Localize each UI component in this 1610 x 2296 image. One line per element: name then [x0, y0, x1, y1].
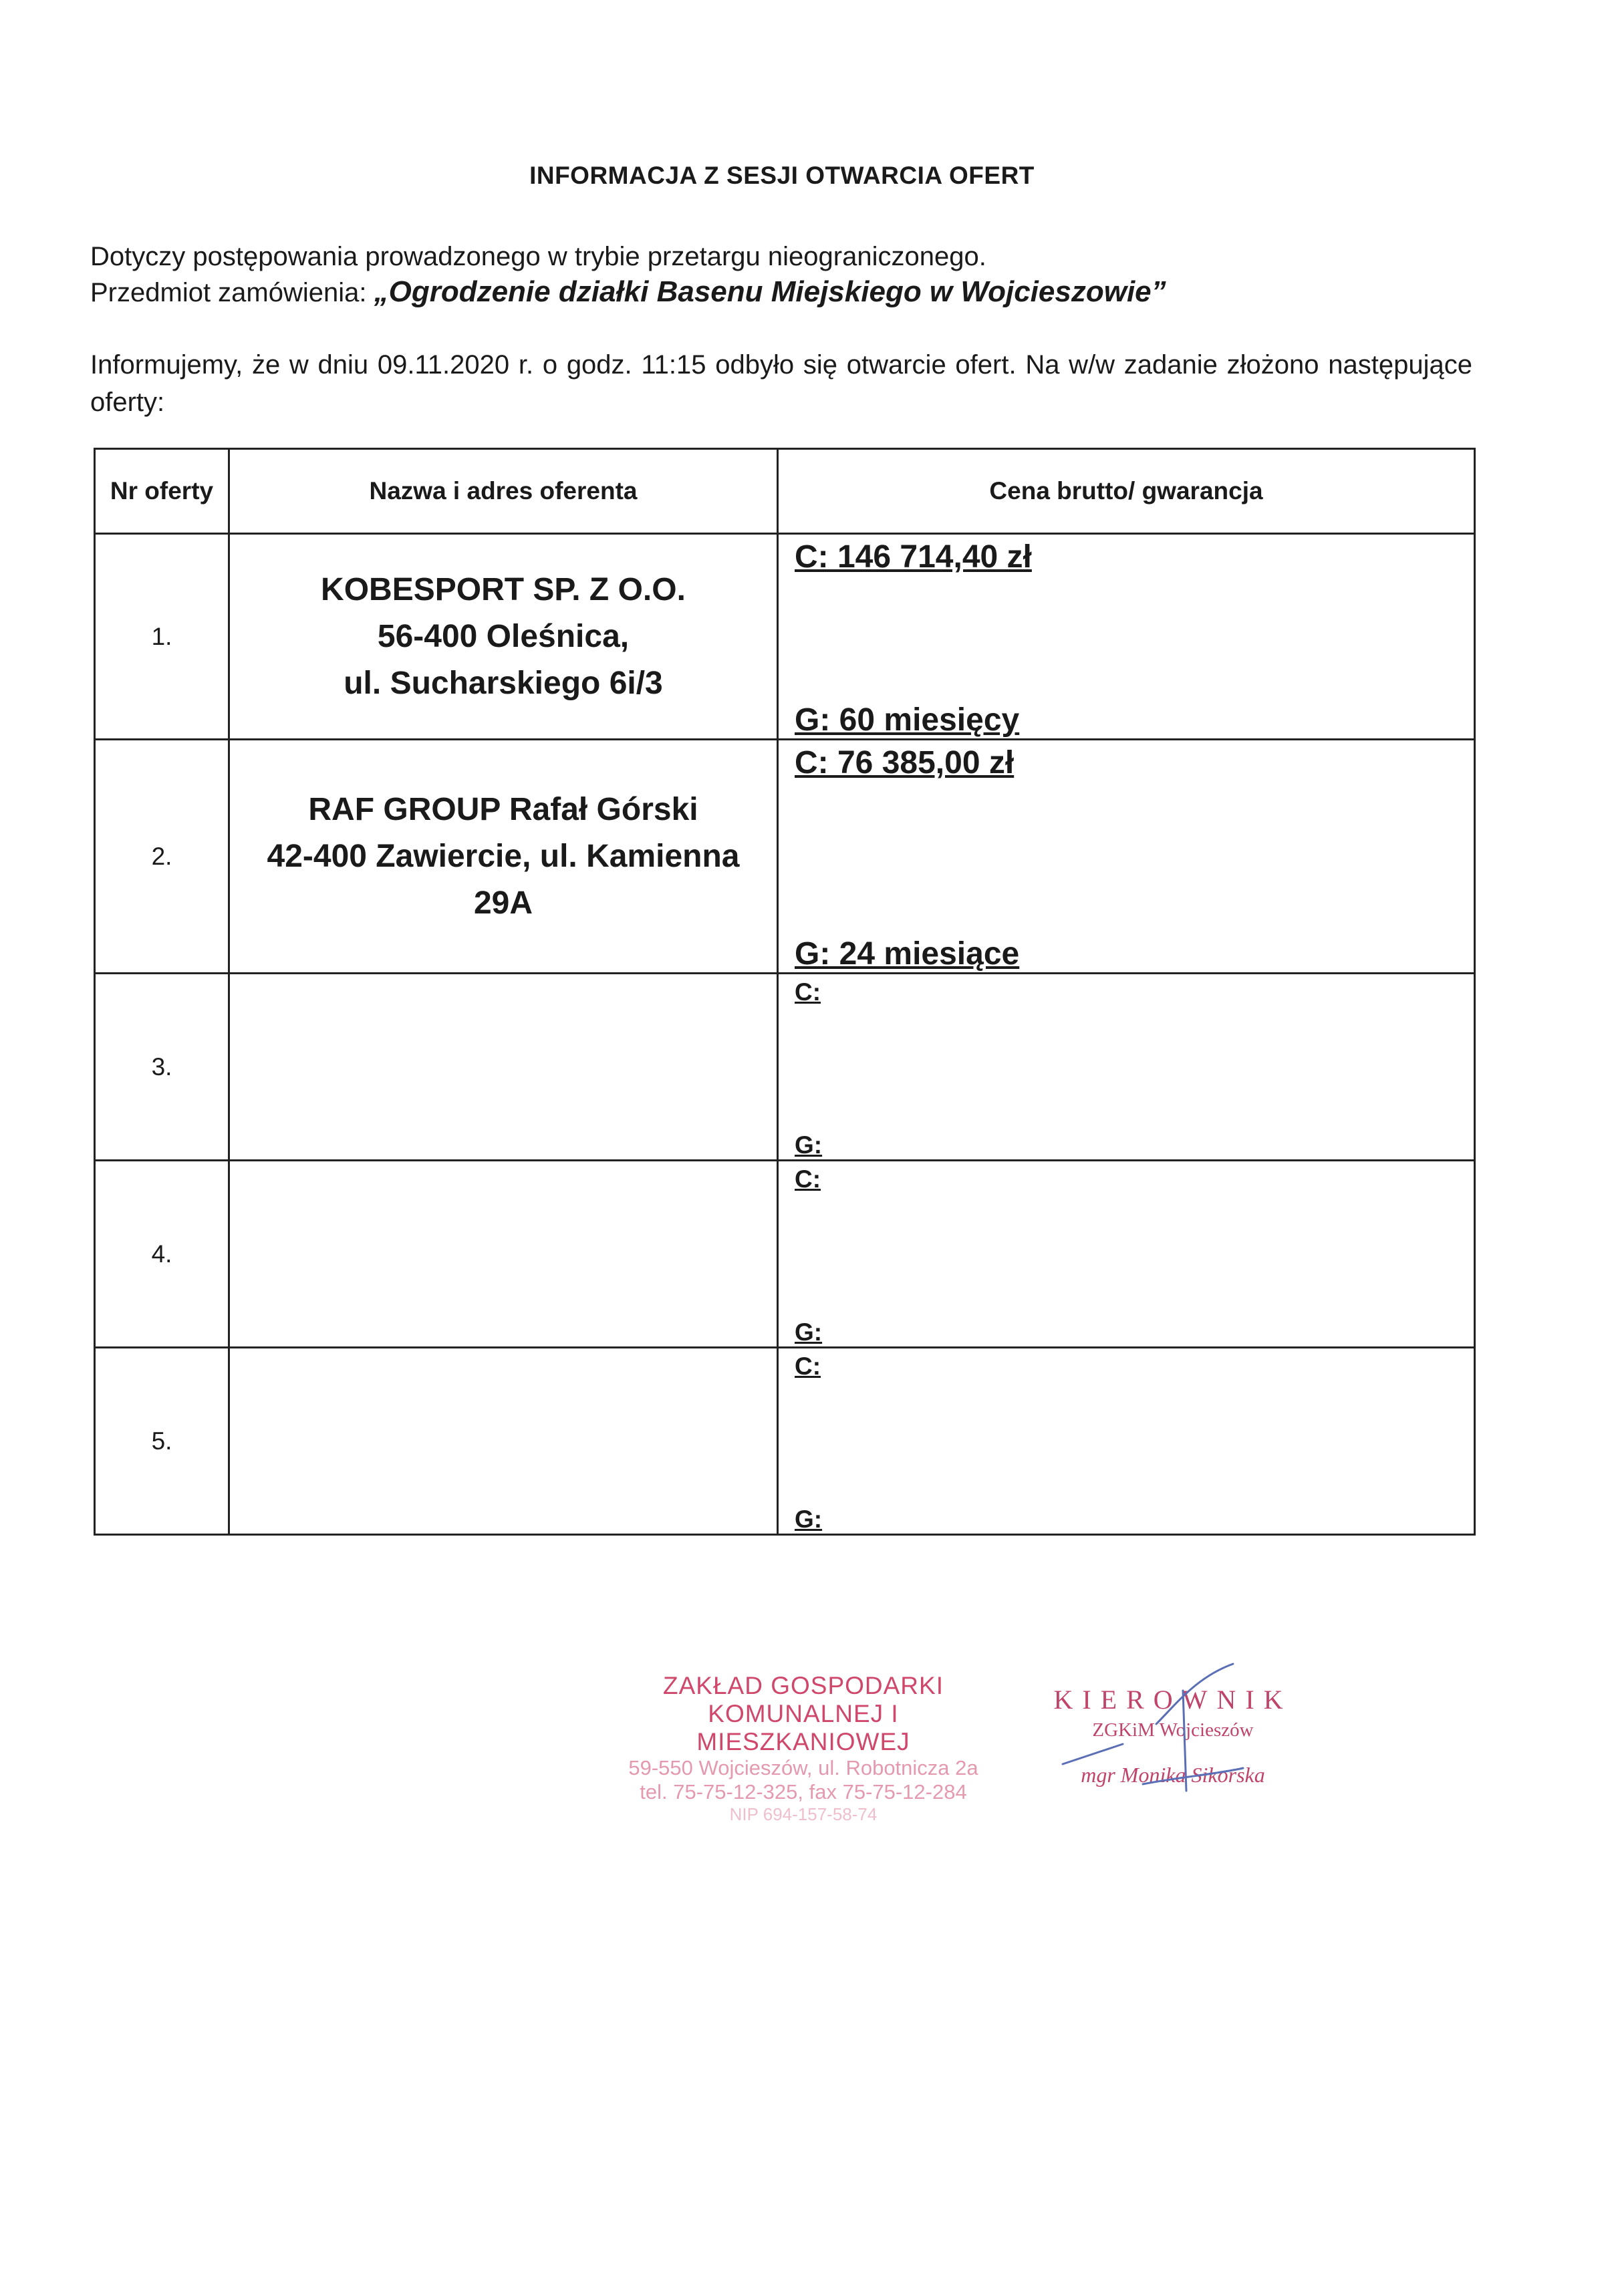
offerer-line: 29A [473, 885, 533, 921]
guarantee-value: G: 60 miesięcy [795, 702, 1020, 738]
offerer-cell [229, 1161, 778, 1348]
offerer-line: 42-400 Zawiercie, ul. Kamienna [267, 838, 740, 874]
price-cell [778, 534, 1475, 740]
row-nr: 2. [95, 740, 229, 974]
table-row [95, 740, 1475, 974]
table-header-row [95, 449, 1475, 534]
price-value: C: [795, 1165, 821, 1193]
row-nr: 4. [95, 1161, 229, 1348]
offerer-line: RAF GROUP Rafał Górski [308, 791, 698, 827]
document-title: INFORMACJA Z SESJI OTWARCIA OFERT [529, 162, 1035, 189]
guarantee-value: G: [795, 1131, 823, 1159]
guarantee-value: G: [795, 1505, 823, 1533]
procedure-line: Dotyczy postępowania prowadzonego w trybie przetargu nieograniczonego. [90, 242, 986, 271]
info-paragraph: Informujemy, że w dniu 09.11.2020 r. o godz. 11:15 odbyło się otwarcie ofert. Na w/w zadanie złożono następujące oferty: [90, 350, 1472, 417]
header-name: Nazwa i adres oferenta [229, 449, 778, 534]
price-value: C: [795, 1352, 821, 1380]
offers-table [94, 448, 1476, 1536]
row-nr: 1. [95, 534, 229, 740]
offerer-line: KOBESPORT SP. Z O.O. [321, 571, 686, 607]
offerer-cell [229, 1348, 778, 1535]
table-row [95, 1161, 1475, 1348]
stamp-line: KOMUNALNEJ I MIESZKANIOWEJ [696, 1700, 910, 1755]
offerer-cell [229, 534, 778, 740]
price-cell [778, 740, 1475, 974]
stamp-line: NIP 694-157-58-74 [729, 1804, 878, 1824]
table-row [95, 534, 1475, 740]
subject-prefix: Przedmiot zamówienia: [90, 278, 374, 307]
subject-line [90, 275, 1166, 309]
table-row [95, 974, 1475, 1161]
handwritten-signature [1043, 1651, 1323, 1798]
price-value: C: [795, 978, 821, 1006]
table-row [95, 1348, 1475, 1535]
row-nr: 5. [95, 1348, 229, 1535]
manager-title: KIEROWNIK [1053, 1685, 1293, 1715]
offerer-cell [229, 740, 778, 974]
manager-name: mgr Monika Sikorska [1081, 1763, 1265, 1787]
price-cell [778, 974, 1475, 1161]
price-value: C: 146 714,40 zł [795, 539, 1032, 575]
price-value: C: 76 385,00 zł [795, 745, 1015, 780]
offerer-line: ul. Sucharskiego 6i/3 [344, 665, 663, 701]
company-stamp [623, 1672, 984, 1825]
manager-unit: ZGKiM Wojcieszów [1092, 1719, 1254, 1741]
offerer-line: 56-400 Oleśnica, [377, 618, 630, 654]
row-nr: 3. [95, 974, 229, 1161]
header-price: Cena brutto/ gwarancja [778, 449, 1475, 534]
guarantee-value: G: 24 miesiące [795, 936, 1020, 972]
stamp-line: ZAKŁAD GOSPODARKI [663, 1672, 944, 1699]
header-nr: Nr oferty [95, 449, 229, 534]
subject-title: „Ogrodzenie działki Basenu Miejskiego w Wojcieszowie” [374, 275, 1166, 308]
stamp-line: tel. 75-75-12-325, fax 75-75-12-284 [640, 1780, 967, 1804]
price-cell [778, 1348, 1475, 1535]
stamp-line: 59-550 Wojcieszów, ul. Robotnicza 2a [628, 1756, 978, 1779]
offerer-cell [229, 974, 778, 1161]
guarantee-value: G: [795, 1318, 823, 1346]
price-cell [778, 1161, 1475, 1348]
